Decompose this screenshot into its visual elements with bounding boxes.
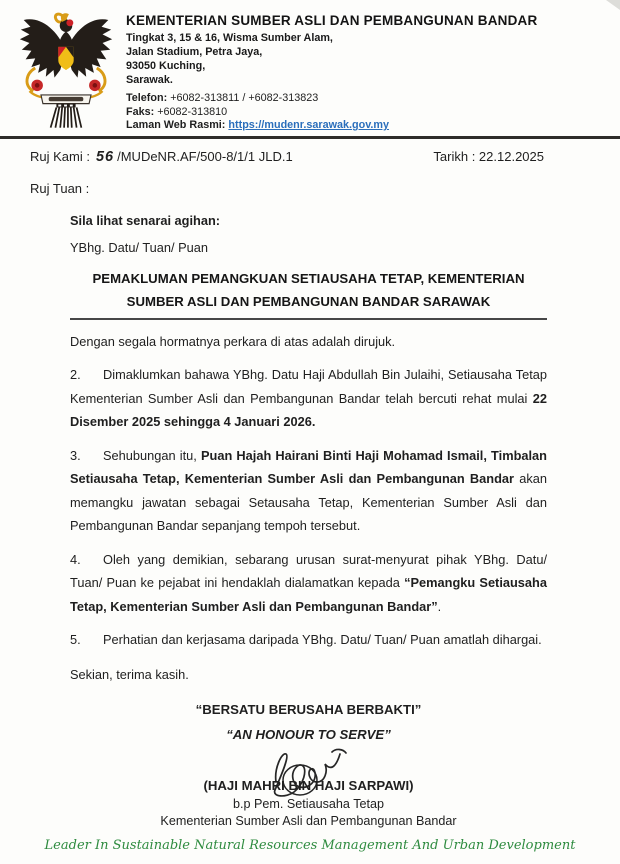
paragraph-2-text: Dimaklumkan bahawa YBhg. Datu Haji Abdullah Bin Julaihi, Setiausaha Tetap Kementerian Sumber Asli dan Pembangunan Bandar telah bercuti rehat mulai <box>70 367 547 406</box>
paragraph-3-number: 3. <box>70 447 81 463</box>
address-line-2: Jalan Stadium, Petra Jaya, <box>126 46 263 58</box>
paragraph-4-number: 4. <box>70 551 81 567</box>
paragraph-2 <box>70 363 547 434</box>
signature-block <box>70 742 547 830</box>
letterhead-text <box>126 8 537 133</box>
fax-value: +6082-313810 <box>157 105 228 118</box>
fax-line <box>126 106 537 120</box>
ruj-kami-line <box>30 149 293 165</box>
addressee-line: YBhg. Datu/ Tuan/ Puan <box>70 240 209 255</box>
letterhead <box>0 0 620 133</box>
reference-row <box>30 149 544 165</box>
ruj-tuan-line: Ruj Tuan : <box>30 180 90 196</box>
letter-body <box>70 209 547 831</box>
phone-label: Telefon: <box>126 92 168 104</box>
subject-line-2: SUMBER ASLI DAN PEMBANGUNAN BANDAR SARAWAK <box>126 294 491 309</box>
paragraph-4-text: Oleh yang demikian, sebarang urusan surat-menyurat pihak YBhg. Datu/ Tuan/ Puan ke pejabat ini hendaklah dialamatkan kepada <box>70 551 547 590</box>
paragraph-3-text-after: akan memangku jawatan sebagai Setausaha Tetap, Kementerian Sumber Asli dan Pembangunan Bandar sepanjang tempoh tersebut. <box>70 471 548 533</box>
paragraph-1: Dengan segala hormatnya perkara di atas adalah dirujuk. <box>70 333 396 349</box>
footer-tagline: Leader In Sustainable Natural Resources Management And Urban Development <box>44 838 576 853</box>
scan-corner-artifact <box>606 0 620 10</box>
paragraph-3-bold-text: Puan Hajah Hairani Binti Haji Mohamad Ismail, Timbalan Setiausaha Tetap, Kementerian Sumber Asli dan Pembangunan Bandar <box>70 447 547 486</box>
signatory-capacity: b.p Pem. Setiausaha Tetap <box>233 797 384 811</box>
paragraph-3-text: Sehubungan itu, <box>103 447 201 463</box>
signatory-name: (HAJI MAHRI BIN HAJI SARPAWI) <box>203 778 414 793</box>
signatory-organization: Kementerian Sumber Asli dan Pembangunan Bandar <box>160 814 457 828</box>
ruj-kami-label: Ruj Kami : <box>30 148 90 164</box>
motto-english: “AN HONOUR TO SERVE” <box>226 726 391 742</box>
paragraph-2-number: 2. <box>70 367 81 382</box>
address-line-1: Tingkat 3, 15 & 16, Wisma Sumber Alam, <box>126 32 333 44</box>
paragraph-4-bold-text: “Pemangku Setiausaha Tetap, Kementerian Sumber Asli dan Pembangunan Bandar” <box>70 575 547 614</box>
paragraph-5-text: Perhatian dan kerjasama daripada YBhg. Datu/ Tuan/ Puan amatlah dihargai. <box>103 632 542 647</box>
paragraph-2-bold-text: 22 Disember 2025 sehingga 4 Januari 2026. <box>70 390 547 429</box>
subject-line-1: PEMAKLUMAN PEMANGKUAN SETIAUSAHA TETAP, KEMENTERIAN <box>92 270 525 286</box>
paragraph-4-text-after: . <box>437 598 442 614</box>
subject-title <box>70 267 547 320</box>
fax-label: Faks: <box>126 105 155 118</box>
address-line-4: Sarawak. <box>126 74 173 86</box>
closing-line: Sekian, terima kasih. <box>70 666 189 682</box>
date-line: Tarikh : 22.12.2025 <box>433 148 544 164</box>
website-line <box>126 119 537 133</box>
paragraph-3 <box>70 444 547 538</box>
website-label: Laman Web Rasmi: <box>126 119 226 131</box>
motto-malay: “BERSATU BERUSAHA BERBAKTI” <box>195 702 422 717</box>
ruj-kami-suffix: /MUDeNR.AF/500-8/1/1 JLD.1 <box>117 148 293 164</box>
paragraph-5 <box>70 628 547 652</box>
phone-line <box>126 92 537 106</box>
distribution-note: Sila lihat senarai agihan: <box>70 212 221 228</box>
paragraph-5-number: 5. <box>70 632 81 647</box>
website-link[interactable]: https://mudenr.sarawak.gov.my <box>228 119 390 131</box>
phone-value: +6082-313811 / +6082-313823 <box>170 92 319 104</box>
header-divider <box>0 136 620 139</box>
paragraph-4 <box>70 548 547 619</box>
ruj-kami-number-handwritten: 56 <box>95 148 115 165</box>
address-line-3: 93050 Kuching, <box>126 60 206 72</box>
ministry-name: KEMENTERIAN SUMBER ASLI DAN PEMBANGUNAN BANDAR <box>126 13 538 28</box>
sarawak-state-crest-icon <box>16 8 116 130</box>
